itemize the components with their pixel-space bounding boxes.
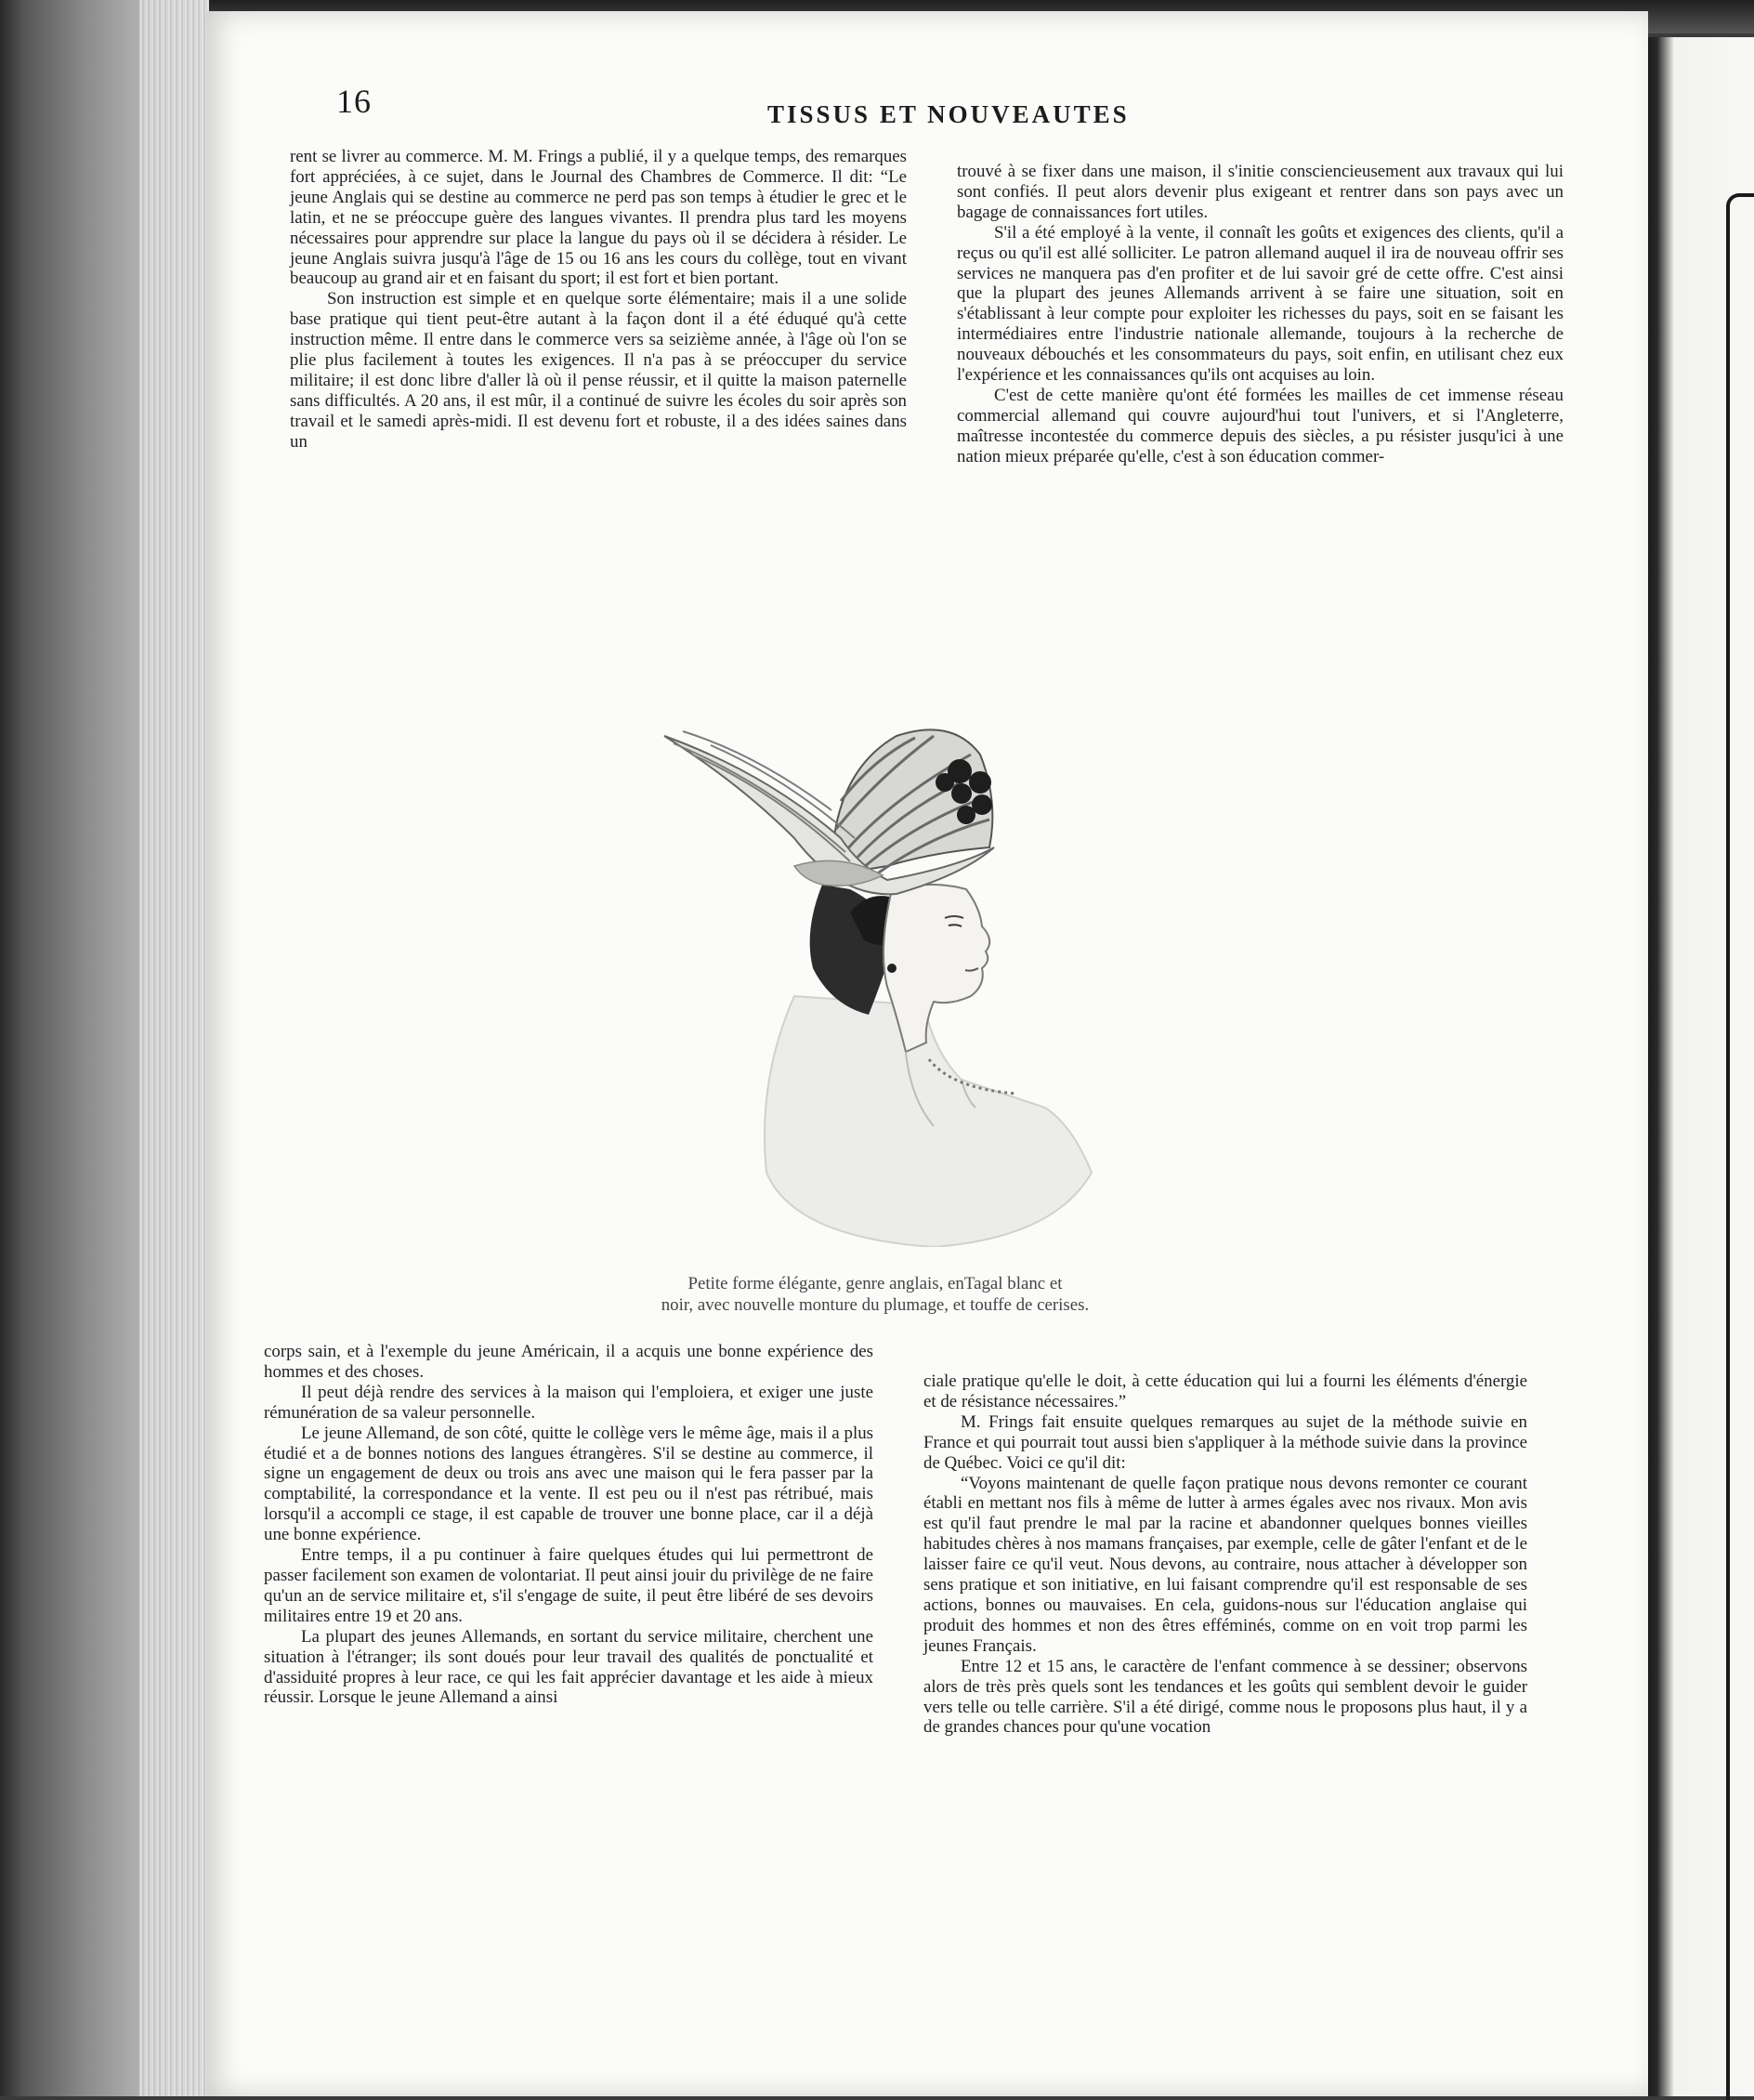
paragraph: S'il a été employé à la vente, il connaît les goûts et exigences des clients, qu'il a reçus ou qu'il est allé solliciter. Le patron allemand auquel il ira de nouveau offrir ses services ne manquera pas d'en profiter et de lui savoir gré de cette offre. C'est ainsi que la plupart des jeunes Allemands arrivent à se faire une situation, soit en s'établissant à leur compte pour exploiter les richesses du pays, soit en se faisant les intermédiaires entre l'industrie nationale allemande, toujours à la recherche de nouveaux débouchés et les consommateurs du pays, soit enfin, en utilisant chez eux l'expérience et les connaissances qu'ils ont acquises au loin. <box>957 222 1564 386</box>
page-stack-edge <box>139 0 209 2096</box>
figure-caption <box>554 1273 1197 1316</box>
paragraph: Entre 12 et 15 ans, le caractère de l'enfant commence à se dessiner; observons alors de très près quels sont les tendances et les goûts qui semblent devoir le guider vers telle ou telle carrière. S'il a été dirigé, comme nous le proposons plus haut, il y a de grandes chances pour qu'une vocation <box>923 1656 1527 1738</box>
paragraph: Son instruction est simple et en quelque sorte élémentaire; mais il a une solide base pratique qui tient peut-être autant à la façon dont il a été éduqué qu'à cette instruction même. Il entre dans le commerce vers sa seizième année, à l'âge où l'on se plie plus facilement à toutes les exigences. Il n'a pas à se préoccuper du service militaire; il est donc libre d'aller là où il pense réussir, et il quitte la maison paternelle sans difficultés. A 20 ans, il est mûr, il a continué de suivre les écoles du soir après son travail et le samedi après-midi. Il est devenu fort et robuste, il a des idées saines dans un <box>290 289 907 452</box>
woman-with-hat-drawing <box>655 689 1138 1247</box>
column-top-right <box>957 162 1564 467</box>
paragraph: trouvé à se fixer dans une maison, il s'initie consciencieusement aux travaux qui lui sont confiés. Il peut alors devenir plus exigeant et rentrer dans son pays avec un bagage de connaissances fort utiles. <box>957 162 1564 222</box>
paragraph: C'est de cette manière qu'ont été formées les mailles de cet immense réseau commercial allemand qui couvre aujourd'hui tout l'univers, et si l'Angleterre, maîtresse incontestée du commerce depuis des siècles, a pu résister jusqu'ici à une nation mieux préparée qu'elle, c'est à son éducation commer- <box>957 385 1564 466</box>
paragraph: ciale pratique qu'elle le doit, à cette éducation qui lui a fourni les éléments d'énergie et de résistance nécessaires.” <box>923 1372 1527 1411</box>
paragraph: corps sain, et à l'exemple du jeune Américain, il a acquis une bonne expérience des hommes et des choses. <box>264 1342 873 1382</box>
column-bottom-left <box>264 1342 873 1708</box>
paragraph: La plupart des jeunes Allemands, en sortant du service militaire, cherchent une situation à l'étranger; ils sont doués pour leur travail des qualités de ponctualité et d'assiduité propres à leur race, ce qui les fait apprécier davantage et les aide à mieux réussir. Lorsque le jeune Allemand a ainsi <box>264 1626 873 1708</box>
column-top-left <box>290 147 907 453</box>
paragraph: Il peut déjà rendre des services à la maison qui l'emploiera, et exiger une juste rémunération de sa valeur personnelle. <box>264 1382 873 1423</box>
caption-line: noir, avec nouvelle monture du plumage, et touffe de cerises. <box>661 1295 1090 1315</box>
paragraph: Le jeune Allemand, de son côté, quitte le collège vers le même âge, mais il a plus étudié et a de bonnes notions des langues étrangères. S'il se destine au commerce, il signe un engagement de deux ou trois ans avec une maison qui le fera passer par la comptabilité, la correspondance et la vente. Il est peu ou il n'est pas rétribué, mais lorsqu'il a accompli ce stage, il est capable de trouver une bonne place, car il a déjà une bonne expérience. <box>264 1423 873 1545</box>
facing-page-border <box>1726 193 1754 2100</box>
running-head: TISSUS ET NOUVEAUTES <box>767 100 1130 128</box>
paragraph: rent se livrer au commerce. M. M. Frings a publié, il y a quelque temps, des remarques fort appréciées, à ce sujet, dans le Journal des Chambres de Commerce. Il dit: “Le jeune Anglais qui se destine au commerce ne perd pas son temps à étudier le grec et le latin, et ne se préoccupe guère des langues vivantes. Il prendra plus tard les moyens nécessaires pour apprendre sur place la langue du pays où il se décidera à résider. Le jeune Anglais suivra jusqu'à l'âge de 15 ou 16 ans les cours du collège, tout en vivant beaucoup au grand air et en faisant du sport; il est fort et bien portant. <box>290 147 907 289</box>
paragraph: “Voyons maintenant de quelle façon pratique nous devons remonter ce courant établi en mettant nos fils à même de lutter à armes égales avec nos rivaux. Mon avis est qu'il faut prendre le mal par la racine et abandonner quelques bonnes vieilles habitudes chères à nos mamans françaises, par exemple, celle de gâter l'enfant et de le laisser faire ce qu'il veut. Nous devons, au contraire, nous attacher à développer son sens pratique et son initiative, en lui faisant comprendre qu'il est responsable de ses actions, bonnes ou mauvaises. En cela, guidons-nous sur l'éducation anglaise qui produit des hommes et non des êtres efféminés, comme on en voit trop parmi les jeunes Français. <box>923 1473 1527 1656</box>
paragraph: Entre temps, il a pu continuer à faire quelques études qui lui permettront de passer facilement son examen de volontariat. Il peut ainsi jouir du privilège de ne faire qu'un an de service militaire et, s'il s'engage de suite, il peut être libéré de ses devoirs militaires entre 19 et 20 ans. <box>264 1545 873 1626</box>
column-bottom-right <box>923 1372 1527 1738</box>
hat-illustration <box>655 689 1138 1247</box>
caption-line: Petite forme élégante, genre anglais, enTagal blanc et <box>687 1274 1063 1293</box>
page-number: 16 <box>336 83 372 120</box>
paragraph: M. Frings fait ensuite quelques remarques au sujet de la méthode suivie en France et qui pourrait tout aussi bien s'appliquer à la méthode suivie dans la province de Québec. Voici ce qu'il dit: <box>923 1411 1527 1473</box>
